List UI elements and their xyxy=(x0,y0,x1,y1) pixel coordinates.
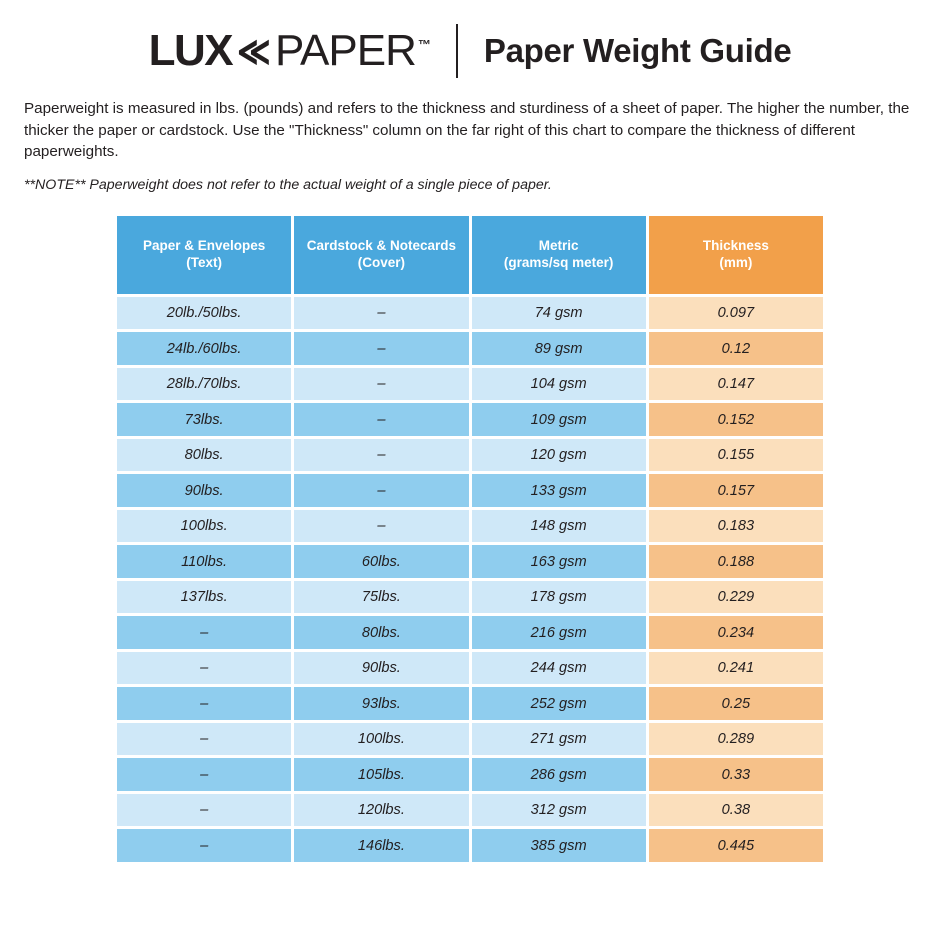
cell-paper-envelopes: – xyxy=(117,616,291,649)
cell-metric: 109 gsm xyxy=(472,403,646,436)
cell-thickness: 0.229 xyxy=(649,581,823,614)
table-row xyxy=(117,297,823,330)
cell-metric: 216 gsm xyxy=(472,616,646,649)
cell-paper-envelopes: 100lbs. xyxy=(117,510,291,543)
cell-thickness: 0.241 xyxy=(649,652,823,685)
column-header-metric-line1: Metric xyxy=(538,238,579,254)
cell-paper-envelopes: 20lb./50lbs. xyxy=(117,297,291,330)
intro-paragraph: Paperweight is measured in lbs. (pounds) and refers to the thickness and sturdiness of a sheet of paper. The higher the number, the thicker the paper or cardstock. Use the "Thickness" column on the far right of this chart to compare the thickness of different paperweights. xyxy=(24,100,910,161)
logo-lux-text: LUX xyxy=(148,26,233,75)
column-header-cardstock-notecards-line1: Cardstock & Notecards xyxy=(306,238,457,254)
table-row xyxy=(117,545,823,578)
cell-paper-envelopes: – xyxy=(117,723,291,756)
intro-note: **NOTE** Paperweight does not refer to the actual weight of a single piece of paper. xyxy=(24,176,552,193)
header-divider xyxy=(456,24,458,78)
logo-paper-text: PAPER xyxy=(274,26,416,75)
cell-cardstock-notecards: 100lbs. xyxy=(294,723,468,756)
table-row xyxy=(117,652,823,685)
page-title: Paper Weight Guide xyxy=(483,32,792,69)
table-row xyxy=(117,474,823,507)
cell-thickness: 0.188 xyxy=(649,545,823,578)
cell-cardstock-notecards: – xyxy=(294,297,468,330)
cell-paper-envelopes: – xyxy=(117,687,291,720)
cell-paper-envelopes: 80lbs. xyxy=(117,439,291,472)
table-row xyxy=(117,687,823,720)
cell-cardstock-notecards: – xyxy=(294,332,468,365)
cell-metric: 163 gsm xyxy=(472,545,646,578)
table-row xyxy=(117,332,823,365)
column-header-metric xyxy=(472,216,646,294)
cell-metric: 148 gsm xyxy=(472,510,646,543)
cell-metric: 286 gsm xyxy=(472,758,646,791)
weight-table-container xyxy=(22,213,918,865)
cell-paper-envelopes: 110lbs. xyxy=(117,545,291,578)
cell-cardstock-notecards: 105lbs. xyxy=(294,758,468,791)
column-header-thickness-line1: Thickness xyxy=(702,238,769,254)
cell-cardstock-notecards: 120lbs. xyxy=(294,794,468,827)
cell-paper-envelopes: 24lb./60lbs. xyxy=(117,332,291,365)
cell-paper-envelopes: – xyxy=(117,758,291,791)
cell-cardstock-notecards: 75lbs. xyxy=(294,581,468,614)
table-body xyxy=(117,297,823,862)
cell-metric: 178 gsm xyxy=(472,581,646,614)
column-header-cardstock-notecards-line2: (Cover) xyxy=(357,254,405,270)
page-header xyxy=(22,0,918,88)
cell-metric: 133 gsm xyxy=(472,474,646,507)
cell-thickness: 0.38 xyxy=(649,794,823,827)
cell-cardstock-notecards: 90lbs. xyxy=(294,652,468,685)
table-row xyxy=(117,758,823,791)
column-header-thickness-line2: (mm) xyxy=(719,254,753,270)
table-row xyxy=(117,439,823,472)
cell-paper-envelopes: 73lbs. xyxy=(117,403,291,436)
cell-metric: 74 gsm xyxy=(472,297,646,330)
cell-metric: 385 gsm xyxy=(472,829,646,862)
cell-thickness: 0.183 xyxy=(649,510,823,543)
cell-thickness: 0.155 xyxy=(649,439,823,472)
cell-metric: 89 gsm xyxy=(472,332,646,365)
cell-paper-envelopes: 137lbs. xyxy=(117,581,291,614)
cell-metric: 104 gsm xyxy=(472,368,646,401)
table-row xyxy=(117,829,823,862)
column-header-paper-envelopes-line2: (Text) xyxy=(186,254,222,270)
table-row xyxy=(117,368,823,401)
cell-thickness: 0.33 xyxy=(649,758,823,791)
cell-paper-envelopes: 90lbs. xyxy=(117,474,291,507)
cell-thickness: 0.289 xyxy=(649,723,823,756)
logo-trademark-symbol: ™ xyxy=(417,37,430,52)
column-header-thickness xyxy=(649,216,823,294)
cell-thickness: 0.12 xyxy=(649,332,823,365)
cell-cardstock-notecards: 93lbs. xyxy=(294,687,468,720)
column-header-metric-line2: (grams/sq meter) xyxy=(503,254,614,270)
cell-cardstock-notecards: – xyxy=(294,510,468,543)
cell-metric: 120 gsm xyxy=(472,439,646,472)
cell-thickness: 0.147 xyxy=(649,368,823,401)
cell-metric: 252 gsm xyxy=(472,687,646,720)
cell-cardstock-notecards: – xyxy=(294,474,468,507)
cell-cardstock-notecards: – xyxy=(294,439,468,472)
table-row xyxy=(117,403,823,436)
table-header-row xyxy=(117,216,823,294)
cell-cardstock-notecards: – xyxy=(294,403,468,436)
logo-chevron-icon: ≪ xyxy=(237,30,270,74)
table-row xyxy=(117,510,823,543)
table-row xyxy=(117,794,823,827)
column-header-cardstock-notecards xyxy=(294,216,468,294)
paper-weight-table xyxy=(114,213,826,865)
table-row xyxy=(117,581,823,614)
cell-thickness: 0.234 xyxy=(649,616,823,649)
lux-paper-logo xyxy=(148,26,430,75)
cell-cardstock-notecards: 60lbs. xyxy=(294,545,468,578)
table-row xyxy=(117,616,823,649)
cell-cardstock-notecards: – xyxy=(294,368,468,401)
cell-thickness: 0.445 xyxy=(649,829,823,862)
column-header-paper-envelopes-line1: Paper & Envelopes xyxy=(142,238,266,254)
cell-thickness: 0.157 xyxy=(649,474,823,507)
column-header-paper-envelopes xyxy=(117,216,291,294)
cell-metric: 271 gsm xyxy=(472,723,646,756)
cell-paper-envelopes: – xyxy=(117,794,291,827)
cell-thickness: 0.097 xyxy=(649,297,823,330)
cell-thickness: 0.152 xyxy=(649,403,823,436)
cell-cardstock-notecards: 146lbs. xyxy=(294,829,468,862)
cell-cardstock-notecards: 80lbs. xyxy=(294,616,468,649)
cell-thickness: 0.25 xyxy=(649,687,823,720)
cell-paper-envelopes: – xyxy=(117,652,291,685)
cell-metric: 312 gsm xyxy=(472,794,646,827)
intro-text xyxy=(22,98,918,195)
cell-paper-envelopes: – xyxy=(117,829,291,862)
table-header xyxy=(117,216,823,294)
cell-paper-envelopes: 28lb./70lbs. xyxy=(117,368,291,401)
table-row xyxy=(117,723,823,756)
cell-metric: 244 gsm xyxy=(472,652,646,685)
